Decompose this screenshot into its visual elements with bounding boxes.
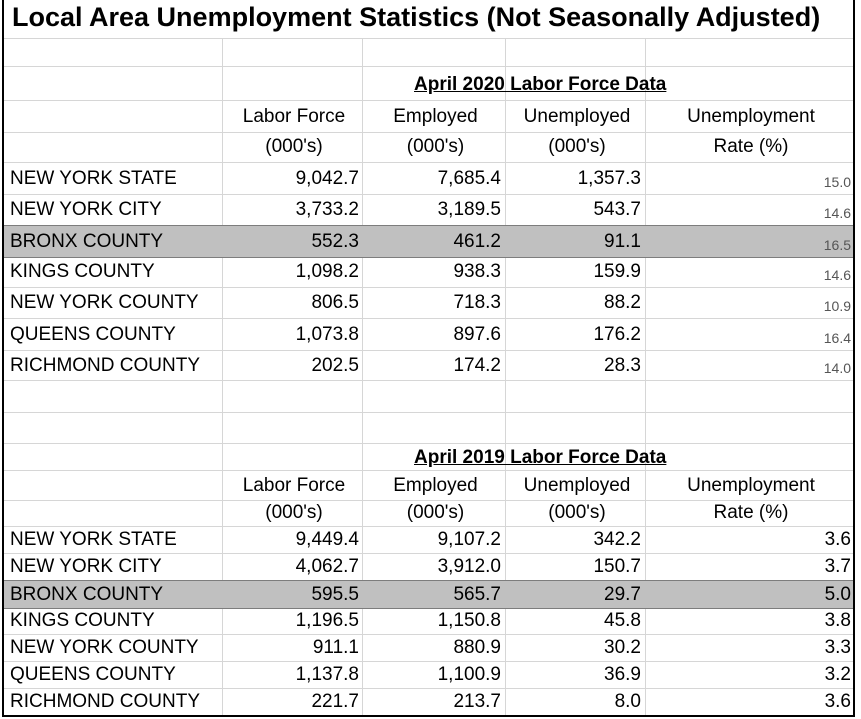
page-title: Local Area Unemployment Statistics (Not Seasonally Adjusted) (12, 2, 821, 32)
area-name: BRONX COUNTY (10, 583, 164, 605)
section-title-2020: April 2020 Labor Force Data (414, 74, 667, 95)
labor-force-value: 3,733.2 (295, 199, 359, 220)
employed-value: 3,912.0 (437, 556, 501, 577)
labor-force-value: 9,042.7 (295, 167, 359, 189)
labor-force-value: 202.5 (311, 354, 359, 376)
rate-value: 3.2 (824, 664, 851, 685)
table-row (4, 257, 853, 287)
header-employed: Employed (393, 474, 478, 496)
employed-value: 9,107.2 (437, 529, 501, 550)
rate-value: 3.6 (824, 691, 851, 712)
employed-value: 3,189.5 (437, 199, 501, 220)
subheader-employed: (000's) (406, 136, 465, 157)
table-row (4, 527, 853, 553)
rate-value: 3.3 (824, 637, 851, 658)
unemployed-value: 8.0 (614, 691, 641, 712)
table-row (4, 288, 853, 318)
gridline (4, 380, 853, 381)
area-name: NEW YORK COUNTY (10, 637, 199, 658)
unemployed-value: 543.7 (593, 199, 641, 220)
unemployed-value: 88.2 (604, 292, 641, 313)
labor-force-value: 1,196.5 (295, 610, 359, 631)
area-name: NEW YORK CITY (10, 199, 162, 220)
subheader-employed: (000's) (406, 502, 465, 523)
rate-value: 14.0 (823, 360, 851, 376)
area-name: QUEENS COUNTY (10, 664, 176, 685)
labor-force-value: 911.1 (312, 637, 359, 658)
gridline (4, 443, 853, 444)
rate-value: 14.6 (823, 205, 851, 221)
employed-value: 880.9 (453, 637, 501, 658)
gridline (4, 38, 853, 39)
area-name: BRONX COUNTY (10, 230, 164, 252)
unemployed-value: 150.7 (593, 556, 641, 577)
table-row (4, 351, 853, 380)
area-name: NEW YORK STATE (10, 167, 177, 189)
labor-force-value: 9,449.4 (295, 529, 359, 550)
table-row (4, 319, 853, 350)
table-row-highlighted (4, 580, 853, 609)
employed-value: 938.3 (453, 261, 501, 282)
subheader-rate: Rate (%) (713, 136, 789, 157)
employed-value: 213.7 (453, 691, 501, 712)
area-name: KINGS COUNTY (10, 261, 155, 282)
table-row (4, 163, 853, 194)
rate-value: 16.4 (823, 330, 851, 346)
unemployed-value: 342.2 (593, 529, 641, 550)
column-header-row (4, 471, 853, 500)
table-row-highlighted (4, 225, 853, 258)
unemployed-value: 1,357.3 (577, 167, 641, 189)
subheader-labor-force: (000's) (265, 502, 323, 523)
table-row (4, 195, 853, 225)
rate-value: 14.6 (823, 267, 851, 283)
header-labor-force: Labor Force (242, 105, 346, 127)
area-name: RICHMOND COUNTY (10, 354, 200, 376)
employed-value: 1,150.8 (437, 610, 501, 631)
header-unemployed: Unemployed (523, 474, 631, 496)
rate-value: 3.8 (824, 610, 851, 631)
area-name: NEW YORK STATE (10, 529, 177, 550)
table-row (4, 662, 853, 688)
area-name: NEW YORK COUNTY (10, 292, 199, 313)
header-labor-force: Labor Force (242, 474, 346, 496)
section-title-2019: April 2019 Labor Force Data (414, 447, 667, 468)
spreadsheet (2, 0, 855, 717)
unemployed-value: 159.9 (593, 261, 641, 282)
employed-value: 897.6 (453, 323, 501, 345)
gridline (4, 412, 853, 413)
unemployed-value: 28.3 (604, 354, 641, 376)
employed-value: 565.7 (453, 583, 501, 605)
rate-value: 3.7 (824, 556, 851, 577)
labor-force-value: 552.3 (311, 230, 359, 252)
column-header-row (4, 101, 853, 132)
unemployed-value: 30.2 (604, 637, 641, 658)
header-unemployed: Unemployed (523, 105, 631, 127)
employed-value: 461.2 (453, 230, 501, 252)
subheader-labor-force: (000's) (265, 136, 323, 157)
labor-force-value: 1,137.8 (295, 664, 359, 685)
header-employed: Employed (393, 105, 478, 127)
employed-value: 718.3 (453, 292, 501, 313)
employed-value: 7,685.4 (437, 167, 501, 189)
table-row (4, 608, 853, 634)
table-row (4, 689, 853, 715)
labor-force-value: 1,073.8 (295, 323, 359, 345)
employed-value: 1,100.9 (437, 664, 501, 685)
subheader-unemployed: (000's) (548, 502, 606, 523)
rate-value: 15.0 (823, 174, 851, 190)
column-subheader-row (4, 132, 853, 162)
labor-force-value: 221.7 (311, 691, 359, 712)
unemployed-value: 36.9 (604, 664, 641, 685)
unemployed-value: 45.8 (604, 610, 641, 631)
employed-value: 174.2 (453, 354, 501, 376)
column-subheader-row (4, 500, 853, 526)
labor-force-value: 595.5 (311, 583, 359, 605)
area-name: RICHMOND COUNTY (10, 691, 200, 712)
rate-value: 10.9 (823, 298, 851, 314)
rate-value: 5.0 (824, 583, 851, 605)
table-row (4, 554, 853, 580)
unemployed-value: 91.1 (604, 230, 641, 252)
table-row (4, 635, 853, 661)
subheader-unemployed: (000's) (548, 136, 606, 157)
area-name: KINGS COUNTY (10, 610, 155, 631)
unemployed-value: 176.2 (593, 323, 641, 345)
labor-force-value: 806.5 (311, 292, 359, 313)
header-rate: Unemployment (687, 105, 815, 127)
rate-value: 3.6 (824, 529, 851, 550)
labor-force-value: 1,098.2 (295, 261, 359, 282)
unemployed-value: 29.7 (604, 583, 641, 605)
area-name: QUEENS COUNTY (10, 323, 176, 345)
gridline (4, 66, 853, 67)
header-rate: Unemployment (687, 474, 815, 496)
labor-force-value: 4,062.7 (295, 556, 359, 577)
subheader-rate: Rate (%) (713, 502, 789, 523)
rate-value: 16.5 (823, 237, 851, 253)
area-name: NEW YORK CITY (10, 556, 162, 577)
